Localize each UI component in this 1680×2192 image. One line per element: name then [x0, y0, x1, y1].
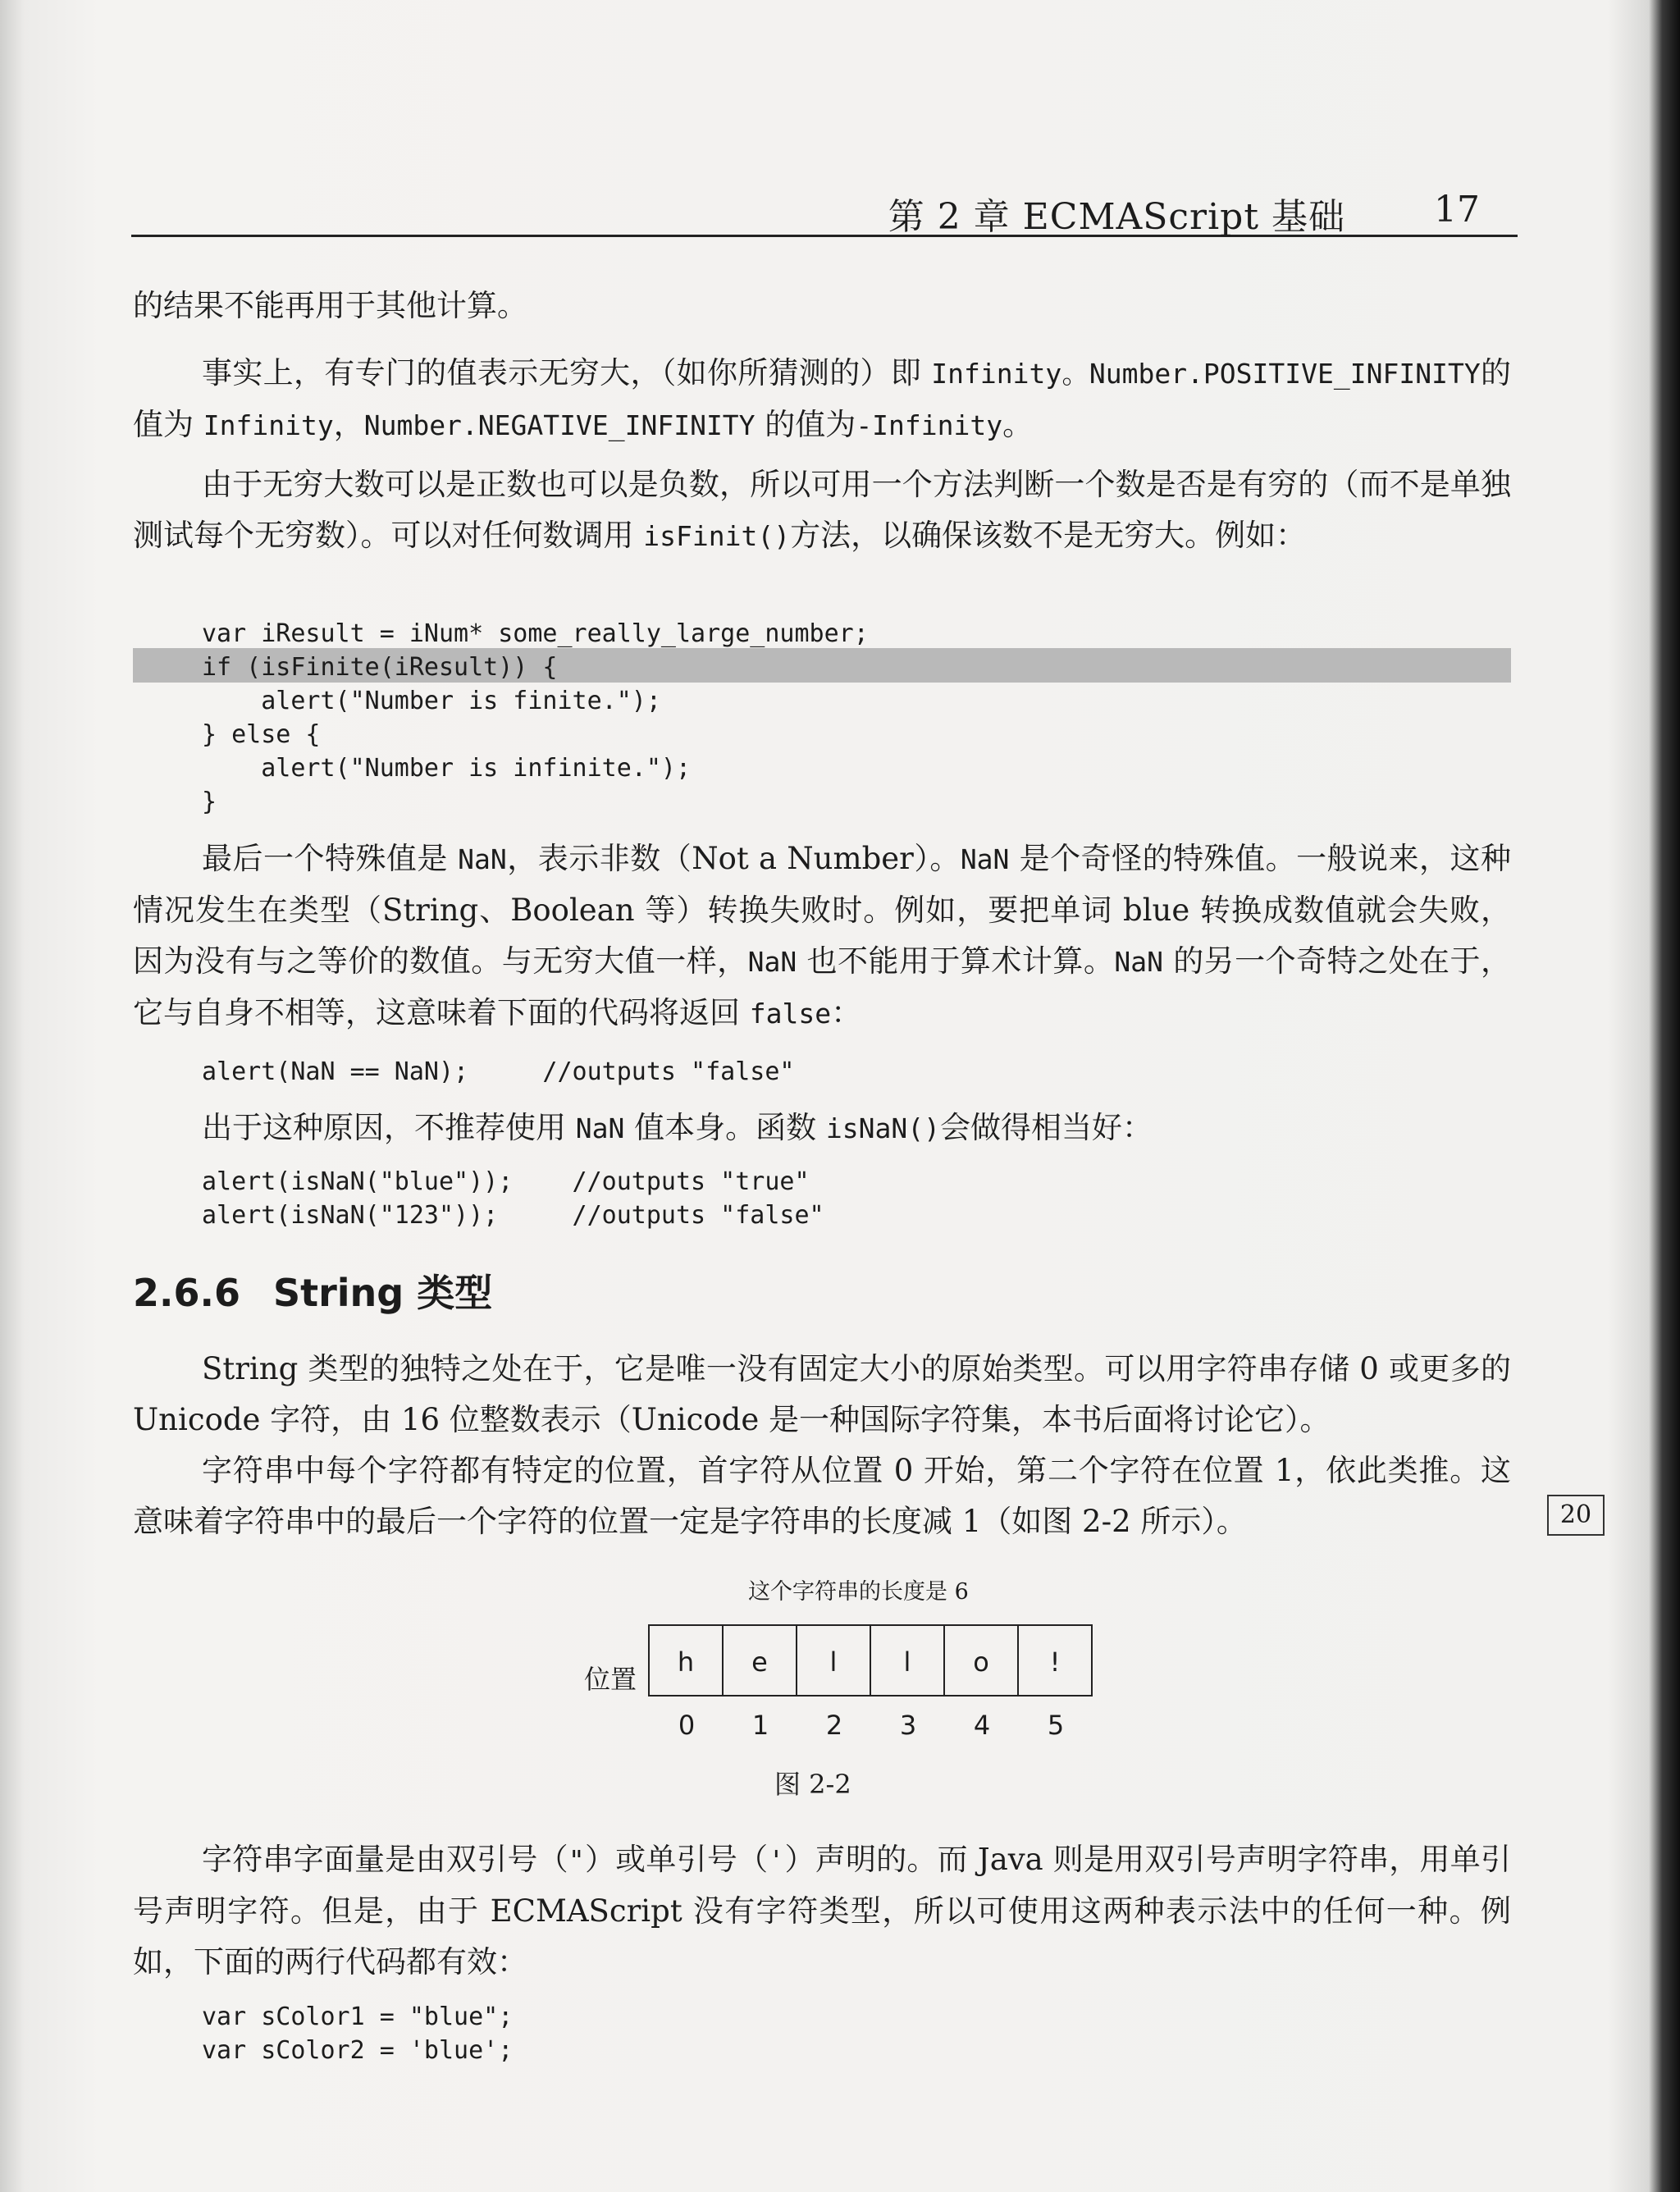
code-block-nan [202, 1055, 1514, 1089]
text-run: 字符串字面量是由双引号（ [202, 1842, 568, 1877]
code-run: NaN [458, 843, 507, 875]
text-run: 由于无穷大数可以是正数也可以是负数，所以可用一个方法判断一个数是否是有穷的（而不是单独测试每个无穷数）。可以对任何数调用 [133, 467, 1511, 553]
figure-position-label: 位置 [584, 1664, 637, 1695]
char-index: 0 [678, 1710, 696, 1741]
char-cell: h [648, 1624, 724, 1697]
code-block-isfinite [202, 617, 1514, 819]
text-run: 最后一个特殊值是 [202, 841, 459, 876]
section-heading [133, 1263, 492, 1317]
text-run: ）声明的。而 Java 则是用双引号声明字符串，用单引号声明字符。但是，由于 ECMAScript 没有字符类型，所以可使用这两种表示法中的任何一种。例如，下面的两行代码都有效： [133, 1842, 1512, 1980]
text-run: 出于这种原因，不推荐使用 [202, 1110, 576, 1145]
char-index: 4 [973, 1710, 991, 1741]
figure-char-cells [650, 1624, 1093, 1697]
code-run: NaN [575, 1112, 625, 1144]
code-run: -Infinity [856, 409, 1003, 441]
code-line: var iResult = iNum* some_really_large_number; [202, 619, 869, 648]
code-run: " [568, 1844, 585, 1876]
code-run: NaN [960, 843, 1010, 875]
char-index: 5 [1047, 1710, 1065, 1741]
char-cell: o [943, 1624, 1019, 1697]
code-block-strings [202, 2000, 1514, 2067]
char-index: 3 [899, 1710, 917, 1741]
paragraph-quotes [133, 1834, 1511, 1988]
char-cell: l [870, 1624, 945, 1697]
code-run: ' [768, 1844, 785, 1876]
code-line: } [202, 788, 217, 816]
text-run: 方法，以确保该数不是无穷大。例如： [790, 518, 1307, 553]
text-run: 会做得相当好： [939, 1110, 1153, 1145]
code-line: if (isFinite(iResult)) { [202, 653, 558, 682]
code-line: } else { [202, 720, 321, 749]
code-block-isnan [202, 1165, 1514, 1232]
code-line: alert("Number is finite."); [202, 687, 661, 715]
figure-label: 图 2-2 [774, 1769, 851, 1800]
chapter-title: 第 2 章 ECMAScript 基础 [888, 196, 1345, 238]
code-line: alert(isNaN("blue")); //outputs "true" [202, 1167, 810, 1196]
text-run: 事实上，有专门的值表示无穷大，（如你所猜测的）即 [202, 355, 932, 390]
book-spine-shadow [1662, 0, 1680, 2192]
char-index: 1 [751, 1710, 769, 1741]
paragraph-isnan [133, 1103, 1511, 1154]
figure-index-row [650, 1710, 1093, 1741]
text-run: ， [333, 407, 364, 442]
paragraph-isfinite [133, 459, 1511, 562]
text-run: ： [831, 995, 862, 1030]
code-run: NaN [747, 946, 797, 978]
margin-page-reference: 20 [1547, 1495, 1605, 1536]
text-run: ，表示非数（Not a Number）。 [506, 841, 961, 876]
char-cell: ! [1017, 1624, 1093, 1697]
code-line: alert("Number is infinite."); [202, 754, 692, 783]
code-run: false [749, 998, 832, 1030]
paragraph-position: 字符串中每个字符都有特定的位置，首字符从位置 0 开始，第二个字符在位置 1，依此类推。这意味着字符串中的最后一个字符的位置一定是字符串的长度减 1（如图 2-2 所示）。 [133, 1453, 1511, 1539]
code-run: Infinity [203, 409, 334, 441]
paragraph-1: 的结果不能再用于其他计算。 [133, 288, 527, 323]
code-line: var sColor2 = 'blue'; [202, 2036, 514, 2065]
char-index: 2 [825, 1710, 843, 1741]
code-run: Number.NEGATIVE_INFINITY [363, 409, 756, 441]
paragraph-string: String 类型的独特之处在于，它是唯一没有固定大小的原始类型。可以用字符串存储 0 或更多的 Unicode 字符，由 16 位整数表示（Unicode 是一种国际字符集，本书后面将讨论它）。 [133, 1351, 1511, 1437]
code-run: isFinit() [643, 520, 791, 552]
text-run: 的值为 [133, 355, 1512, 442]
code-line: alert(isNaN("123")); //outputs "false" [202, 1201, 824, 1230]
page-number: 17 [1434, 189, 1480, 231]
text-run: 的值为 [755, 407, 856, 442]
code-line: alert(NaN == NaN); //outputs "false" [202, 1057, 795, 1086]
code-run: isNaN() [825, 1112, 940, 1144]
text-run: ）或单引号（ [584, 1842, 769, 1877]
char-cell: l [796, 1624, 871, 1697]
text-run: 。 [1002, 407, 1034, 442]
text-run: 也不能用于算术计算。 [797, 943, 1115, 979]
running-header [131, 182, 1518, 237]
char-cell: e [722, 1624, 797, 1697]
code-run: NaN [1114, 946, 1163, 978]
paragraph-nan [133, 833, 1511, 1039]
section-title: String 类型 [272, 1271, 493, 1315]
paragraph-infinity [133, 348, 1511, 451]
code-line: var sColor1 = "blue"; [202, 2002, 514, 2031]
text-run: 的另一个奇特之处在于，它与自身不相等，这意味着下面的代码将返回 [133, 943, 1512, 1030]
text-run: 是个奇怪的特殊值。一般说来，这种情况发生在类型（String、Boolean 等）转换失败时。例如，要把单词 blue 转换成数值就会失败，因为没有与之等价的数值。与无穷大值一样， [133, 841, 1511, 979]
code-run: Infinity。Number.POSITIVE_INFINITY [931, 358, 1481, 390]
text-run: 值本身。函数 [624, 1110, 826, 1145]
figure-caption-top: 这个字符串的长度是 6 [748, 1579, 969, 1605]
section-number: 2.6.6 [133, 1271, 240, 1315]
